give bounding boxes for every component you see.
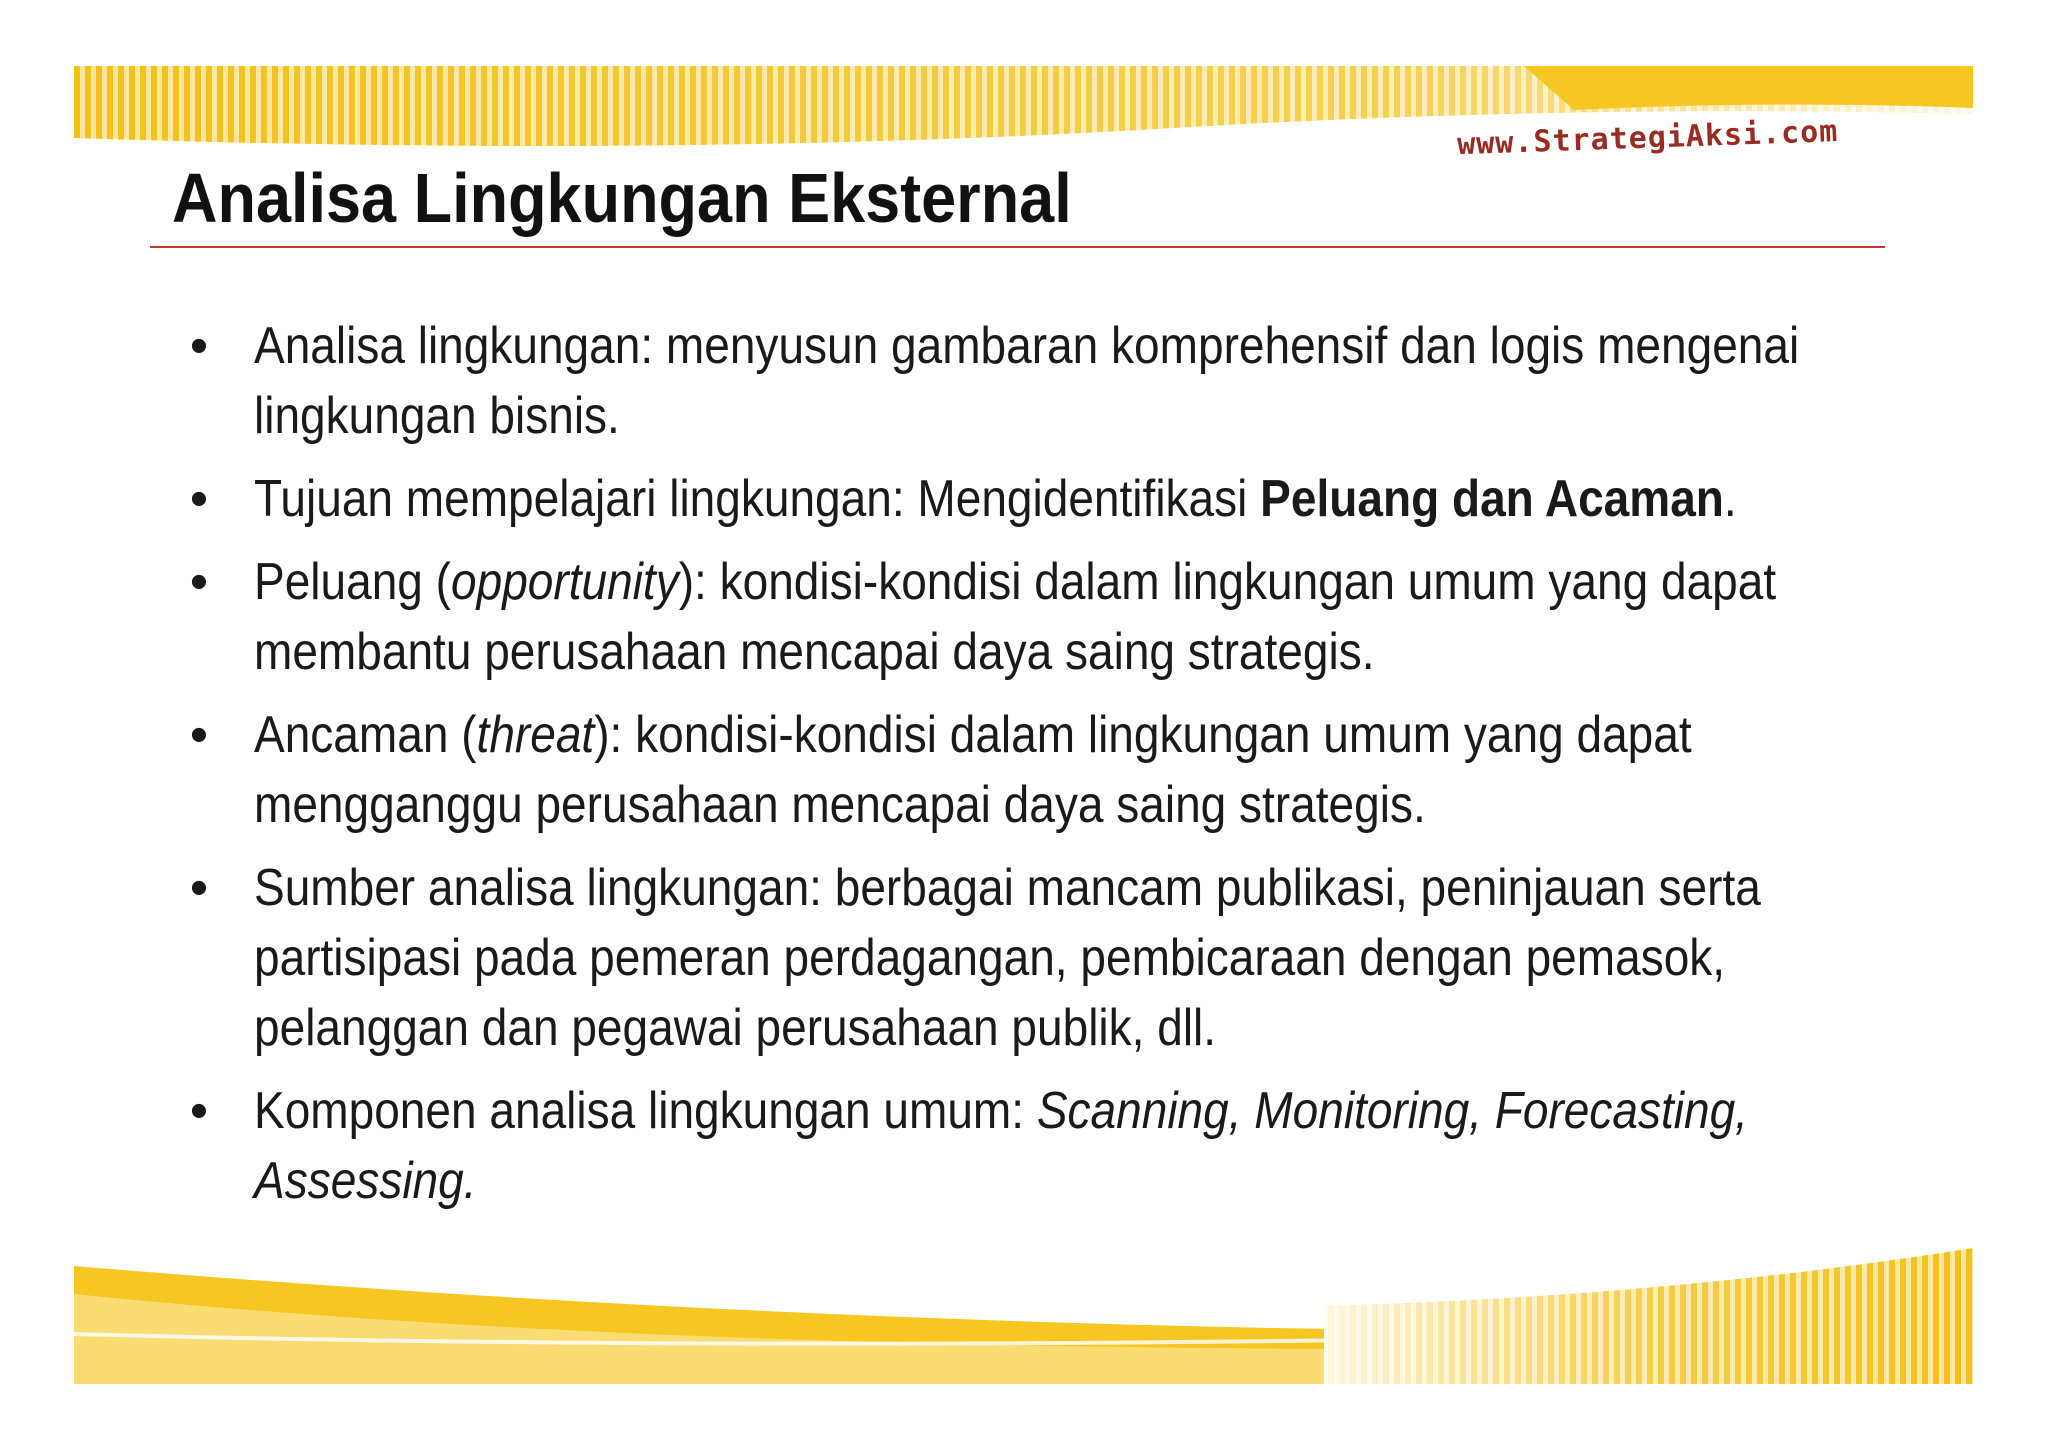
bullet-icon: • xyxy=(189,706,209,764)
bold-phrase: Peluang dan Acaman xyxy=(1260,470,1724,528)
bullet-item xyxy=(184,1076,1964,1216)
bullet-text: Peluang (opportunity): kondisi-kondisi dalam lingkungan umum yang dapat membantu perusahaan mencapai daya saing strategis. xyxy=(254,553,1777,681)
slide xyxy=(74,66,1973,1384)
italic-term: threat xyxy=(476,706,595,764)
bullet-text: Analisa lingkungan: menyusun gambaran komprehensif dan logis mengenai lingkungan bisnis. xyxy=(254,317,1800,445)
bullet-icon: • xyxy=(189,859,209,917)
bullet-item xyxy=(184,853,1964,1063)
title-underline xyxy=(150,246,1885,248)
bullet-item xyxy=(184,700,1964,840)
bullet-icon: • xyxy=(189,470,209,528)
slide-title: Analisa Lingkungan Eksternal xyxy=(172,159,1072,237)
website-logo-text: www.StrategiAksi.com xyxy=(1456,114,1839,163)
bullet-icon: • xyxy=(189,317,209,375)
bullet-item xyxy=(184,311,1964,451)
bullet-text: Komponen analisa lingkungan umum: Scanning, Monitoring, Forecasting, Assessing. xyxy=(254,1082,1748,1210)
bullet-icon: • xyxy=(189,1082,209,1140)
bullet-item xyxy=(184,547,1964,687)
bullet-text: Sumber analisa lingkungan: berbagai mancam publikasi, peninjauan serta partisipasi pada pemeran perdagangan, pembicaraan dengan pemasok, pelanggan dan pegawai perusahaan publik, dll. xyxy=(254,859,1761,1057)
bullet-item xyxy=(184,464,1964,534)
italic-term: Scanning, Monitoring, Forecasting, Assessing. xyxy=(254,1082,1748,1210)
bullet-icon: • xyxy=(189,553,209,611)
bullet-text: Ancaman (threat): kondisi-kondisi dalam lingkungan umum yang dapat mengganggu perusahaan mencapai daya saing strategis. xyxy=(254,706,1692,834)
italic-term: opportunity xyxy=(451,553,679,611)
bullet-text: Tujuan mempelajari lingkungan: Mengidentifikasi Peluang dan Acaman. xyxy=(254,470,1737,528)
bullet-list xyxy=(184,311,1964,1229)
top-band-solid xyxy=(1524,66,1973,110)
